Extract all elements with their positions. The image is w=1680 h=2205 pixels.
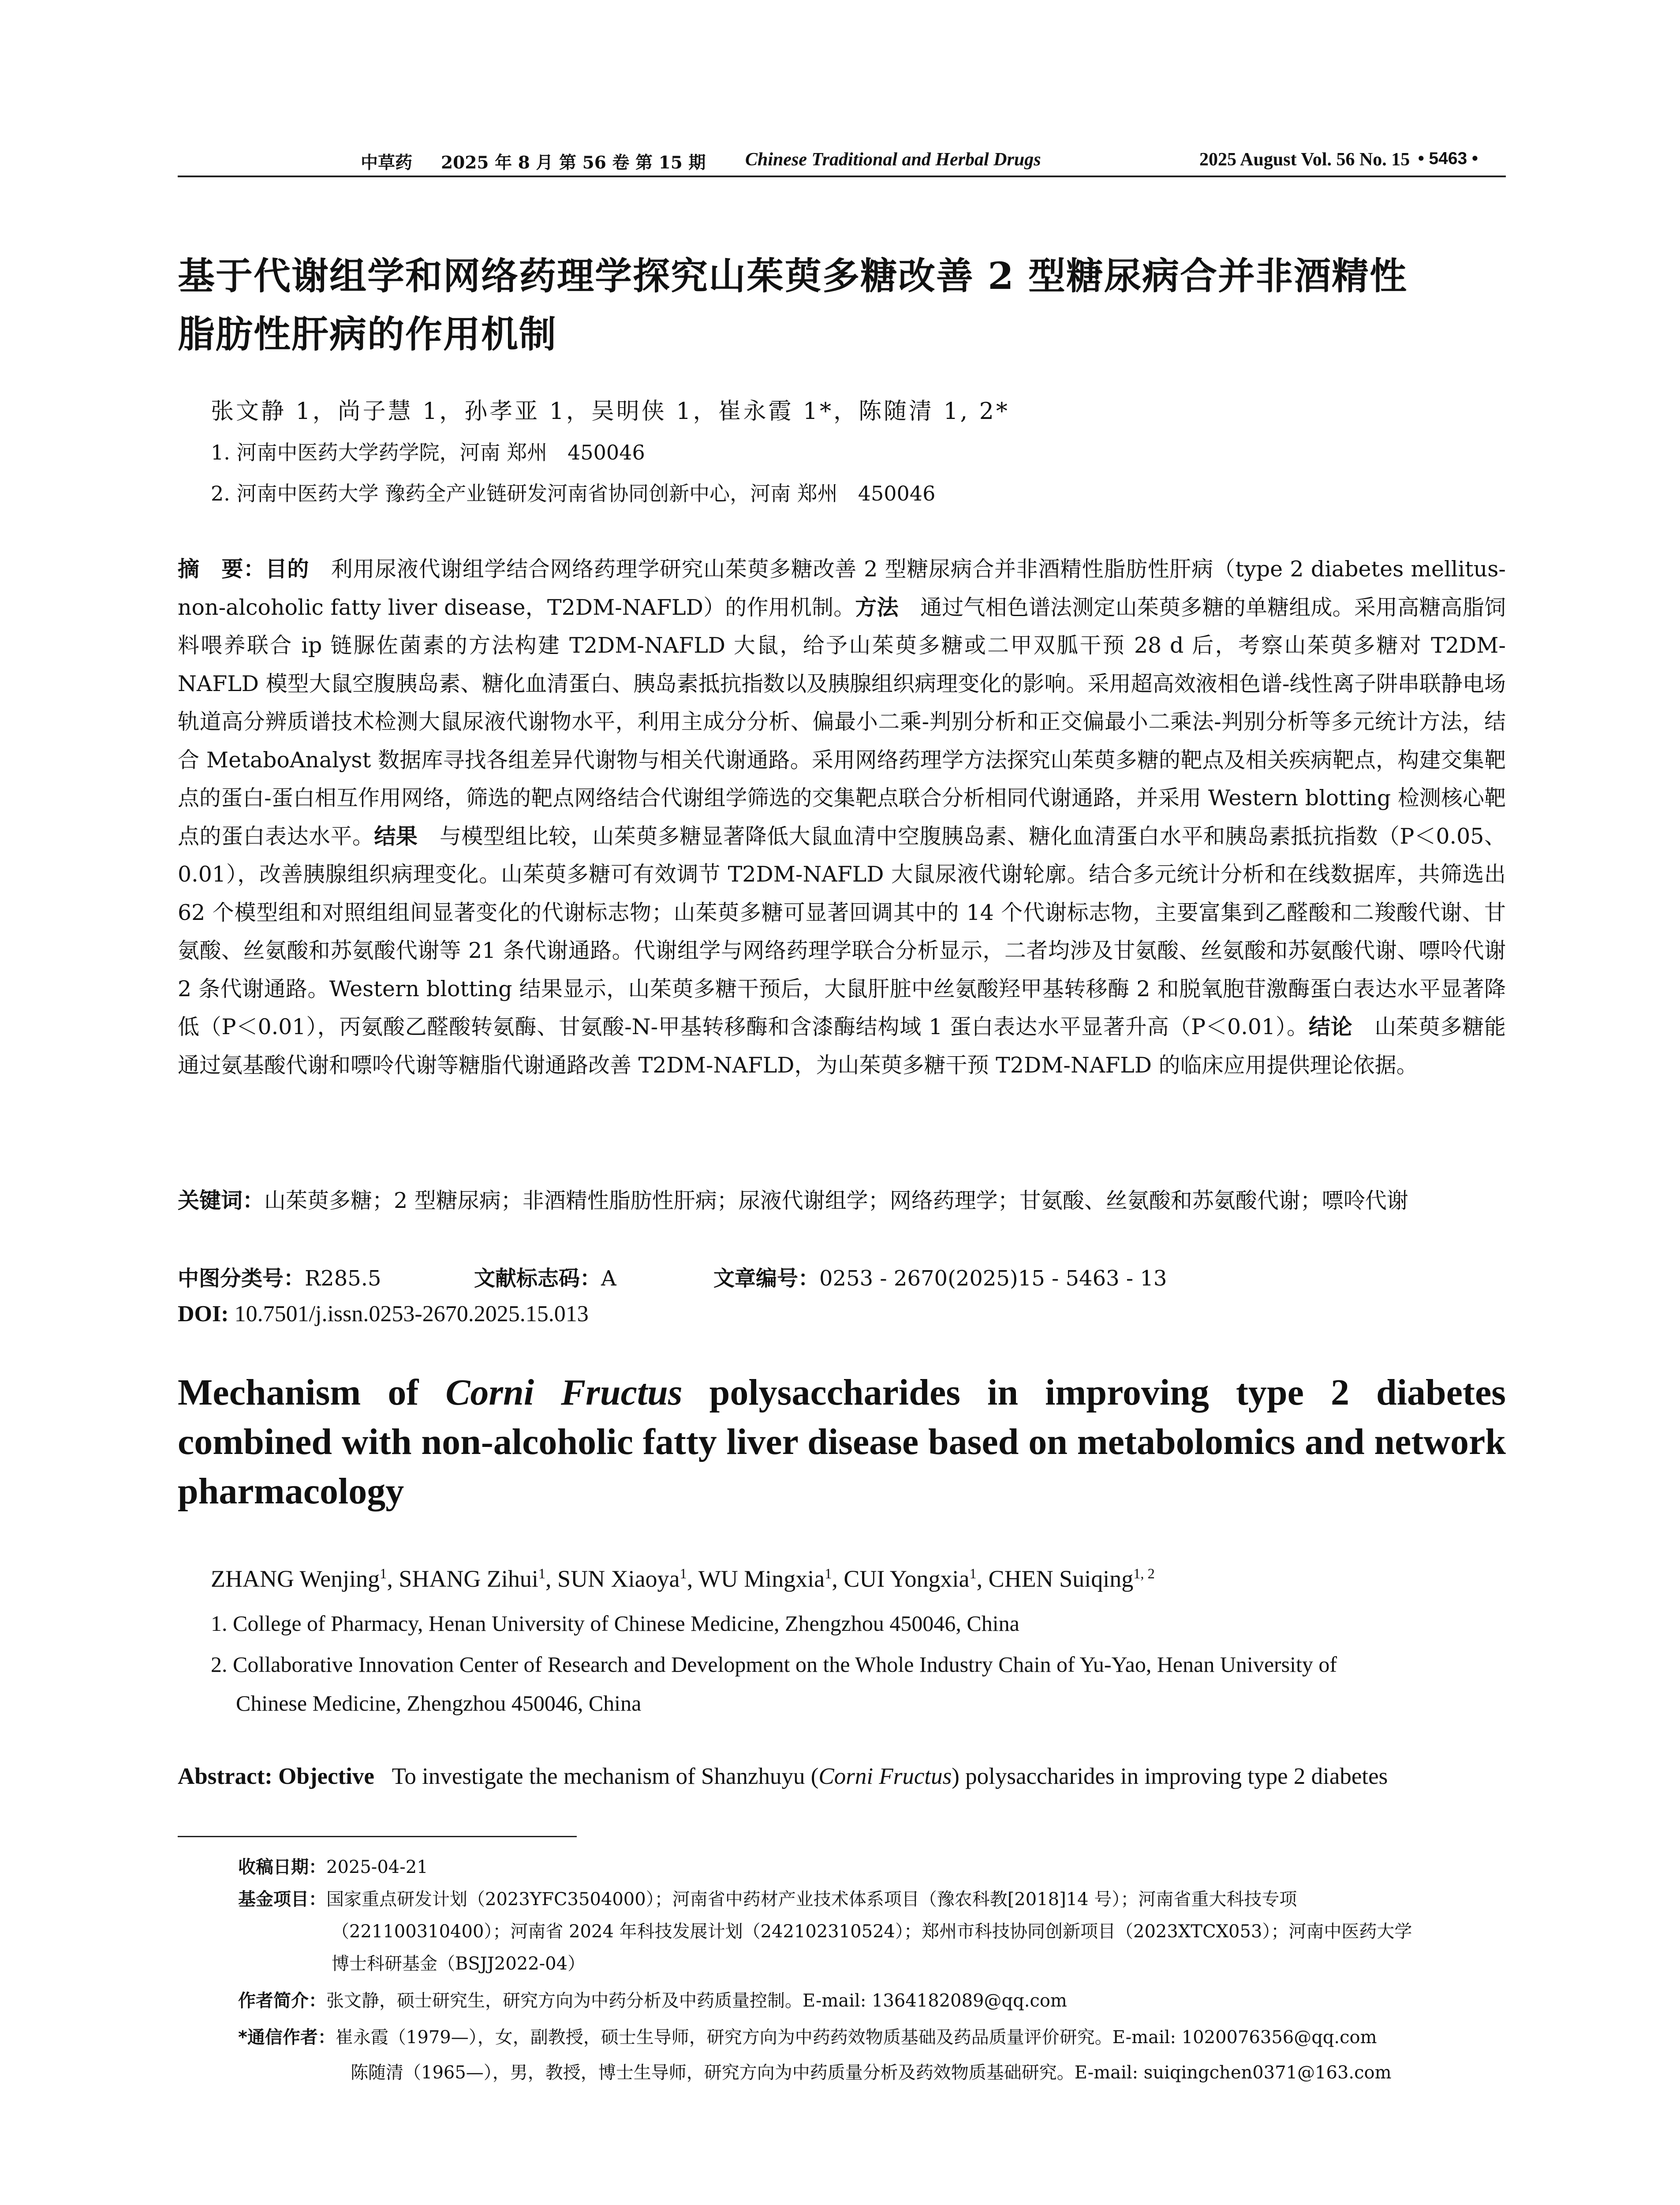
page-number: • 5463 • [1418,149,1478,168]
received-date [238,1853,428,1878]
doi-value: 10.7501/j.issn.0253-2670.2025.15.013 [234,1301,589,1327]
keywords-text: 山茱萸多糖；2 型糖尿病；非酒精性脂肪性肝病；尿液代谢组学；网络药理学；甘氨酸、丝氨酸和苏氨酸代谢；嘌呤代谢 [264,1188,1408,1213]
author-text: 张文静，硕士研究生，研究方向为中药分析及中药质量控制。E-mail: 1364182089@qq.com [326,1991,1067,2011]
corresponding-author-2: 陈随清（1965—），男，教授，博士生导师，研究方向为中药质量分析及药效物质基础研究。E-mail: suiqingchen0371@163.com [351,2063,1392,2083]
keywords [178,1182,1506,1220]
en-affiliation-2-cont: Chinese Medicine, Zhengzhou 450046, China [236,1691,642,1715]
en-abstract [178,1763,1388,1790]
cn-title-line1: 基于代谢组学和网络药理学探究山茱萸多糖改善 2 型糖尿病合并非酒精性 [178,254,1407,298]
cn-authors: 张文静 1，尚子慧 1，孙孝亚 1，吴明侠 1，崔永霞 1*，陈随清 1, 2* [211,398,1010,425]
abstract-label: 摘 要： [178,557,265,582]
classification-row [178,1261,381,1292]
doc-label: 文献标志码： [474,1266,601,1291]
article-number [713,1261,1167,1292]
fund-text-3: 博士科研基金（BSJJ2022-04） [332,1954,586,1974]
author-label: 作者简介： [238,1991,326,2011]
cn-abstract [178,550,1506,1084]
cn-title-line2: 脂肪性肝病的作用机制 [178,312,557,356]
objective-label: 目的 [265,557,310,582]
fund-label: 基金项目： [238,1889,326,1910]
clc-label: 中图分类号： [178,1266,305,1291]
corresponding-author-1 [238,2023,1377,2048]
conclusion-label: 结论 [1308,1014,1353,1039]
cn-title [178,247,1523,363]
corr-text-1: 崔永霞（1979—），女，副教授，硕士生导师，研究方向为中药药效物质基础及药品质量评价研究。E-mail: 1020076356@qq.com [335,2027,1377,2048]
corr-label: *通信作者： [238,2027,336,2048]
keywords-label: 关键词： [178,1188,265,1213]
footnote-rule [178,1836,577,1837]
en-abstract-text-1: To investigate the mechanism of Shanzhuyu ( [392,1764,819,1789]
en-authors: ZHANG Wenjing$^1$, SHANG Zihui$^1$, SUN Xiaoya$^1$, WU Mingxia$^1$, CUI Yongxia$^1$, CHEN Suiqing$^{1, 2}$ [211,1566,1155,1592]
issue-date-cn: 2025 年 8 月 第 56 卷 第 15 期 [441,153,706,173]
fund-projects [238,1885,1297,1910]
result-label: 结果 [374,823,418,849]
received-label: 收稿日期： [238,1857,326,1877]
en-abstract-species: Corni Fructus [818,1764,952,1789]
en-abstract-label: Abstract: Objective [178,1764,374,1789]
article-label: 文章编号： [713,1266,820,1291]
en-affiliation-2: 2. Collaborative Innovation Center of Research and Development on the Whole Industry Chain of Yu-Yao, Henan University of [211,1652,1337,1677]
en-abstract-text-2: ) polysaccharides in improving type 2 diabetes [952,1764,1388,1789]
issue-date-en: 2025 August Vol. 56 No. 15 [1199,149,1410,170]
objective-text: 利用尿液代谢组学结合网络药理学研究山茱萸多糖改善 2 型糖尿病合并非酒精性脂肪性肝病（type 2 diabetes mellitus-non-alcoholic fatty liver disease，T2DM-NAFLD）的作用机制。 [178,557,1506,620]
en-title [178,1368,1506,1516]
header-rule [178,176,1506,177]
cn-affiliation-1: 1. 河南中医药大学药学院，河南 郑州 450046 [211,441,645,464]
doc-code [474,1261,616,1292]
journal-name-en: Chinese Traditional and Herbal Drugs [745,149,1041,170]
author-intro [238,1987,1067,2012]
method-text: 通过气相色谱法测定山茱萸多糖的单糖组成。采用高糖高脂饲料喂养联合 ip 链脲佐菌素的方法构建 T2DM-NAFLD 大鼠，给予山茱萸多糖或二甲双胍干预 28 d 后，考察山茱萸多糖对 T2DM-NAFLD 模型大鼠空腹胰岛素、糖化血清蛋白、胰岛素抵抗指数以及胰腺组织病理变化的影响。采用超高效液相色谱-线性离子阱串联静电场轨道高分辨质谱技术检测大鼠尿液代谢物水平，利用主成分分析、偏最小二乘-判别分析和正交偏最小二乘法-判别分析等多元统计方法，结合 MetaboAnalyst 数据库寻找各组差异代谢物与相关代谢通路。采用网络药理学方法探究山茱萸多糖的靶点及相关疾病靶点，构建交集靶点的蛋白-蛋白相互作用网络，筛选的靶点网络结合代谢组学筛选的交集靶点联合分析相同代谢通路，并采用 Western blotting 检测核心靶点的蛋白表达水平。 [178,594,1506,849]
fund-text-1: 国家重点研发计划（2023YFC3504000）；河南省中药材产业技术体系项目（豫农科教[2018]14 号）；河南省重大科技专项 [326,1889,1297,1910]
cn-affiliation-2: 2. 河南中医药大学 豫药全产业链研发河南省协同创新中心，河南 郑州 450046 [211,482,936,505]
method-label: 方法 [855,594,899,620]
doc-value: A [601,1266,616,1291]
en-title-end: polysaccharides in improving type 2 diabetes combined with non-alcoholic fatty liver disease based on metabolomics and network pharmacology [178,1372,1506,1512]
journal-name: 中草药 [361,153,413,173]
conclusion-text: 山茱萸多糖能通过氨基酸代谢和嘌呤代谢等糖脂代谢通路改善 T2DM-NAFLD，为山茱萸多糖干预 T2DM-NAFLD 的临床应用提供理论依据。 [178,1014,1506,1078]
fund-text-2: （221100310400）；河南省 2024 年科技发展计划（242102310524）；郑州市科技协同创新项目（2023XTCX053）；河南中医药大学 [332,1921,1412,1942]
doi-label: DOI: [178,1301,229,1327]
en-title-start: Mechanism of [178,1372,419,1413]
en-affiliation-1: 1. College of Pharmacy, Henan University of Chinese Medicine, Zhengzhou 450046, China [211,1611,1019,1636]
doi-row [178,1301,589,1327]
result-text: 与模型组比较，山茱萸多糖显著降低大鼠血清中空腹胰岛素、糖化血清蛋白水平和胰岛素抵抗指数（P＜0.05、0.01），改善胰腺组织病理变化。山茱萸多糖可有效调节 T2DM-NAFLD 大鼠尿液代谢轮廓。结合多元统计分析和在线数据库，共筛选出 62 个模型组和对照组组间显著变化的代谢标志物；山茱萸多糖可显著回调其中的 14 个代谢标志物，主要富集到乙醛酸和二羧酸代谢、甘氨酸、丝氨酸和苏氨酸代谢等 21 条代谢通路。代谢组学与网络药理学联合分析显示，二者均涉及甘氨酸、丝氨酸和苏氨酸代谢、嘌呤代谢 2 条代谢通路。Western blotting 结果显示，山茱萸多糖干预后，大鼠肝脏中丝氨酸羟甲基转移酶 2 和脱氧胞苷激酶蛋白表达水平显著降低（P＜0.01），丙氨酸乙醛酸转氨酶、甘氨酸-N-甲基转移酶和含漆酶结构域 1 蛋白表达水平显著升高（P＜0.01）。 [178,823,1506,1039]
clc-value: R285.5 [305,1266,381,1291]
received-value: 2025-04-21 [326,1857,428,1877]
en-title-species: Corni Fructus [445,1372,683,1413]
article-value: 0253 - 2670(2025)15 - 5463 - 13 [819,1266,1167,1291]
